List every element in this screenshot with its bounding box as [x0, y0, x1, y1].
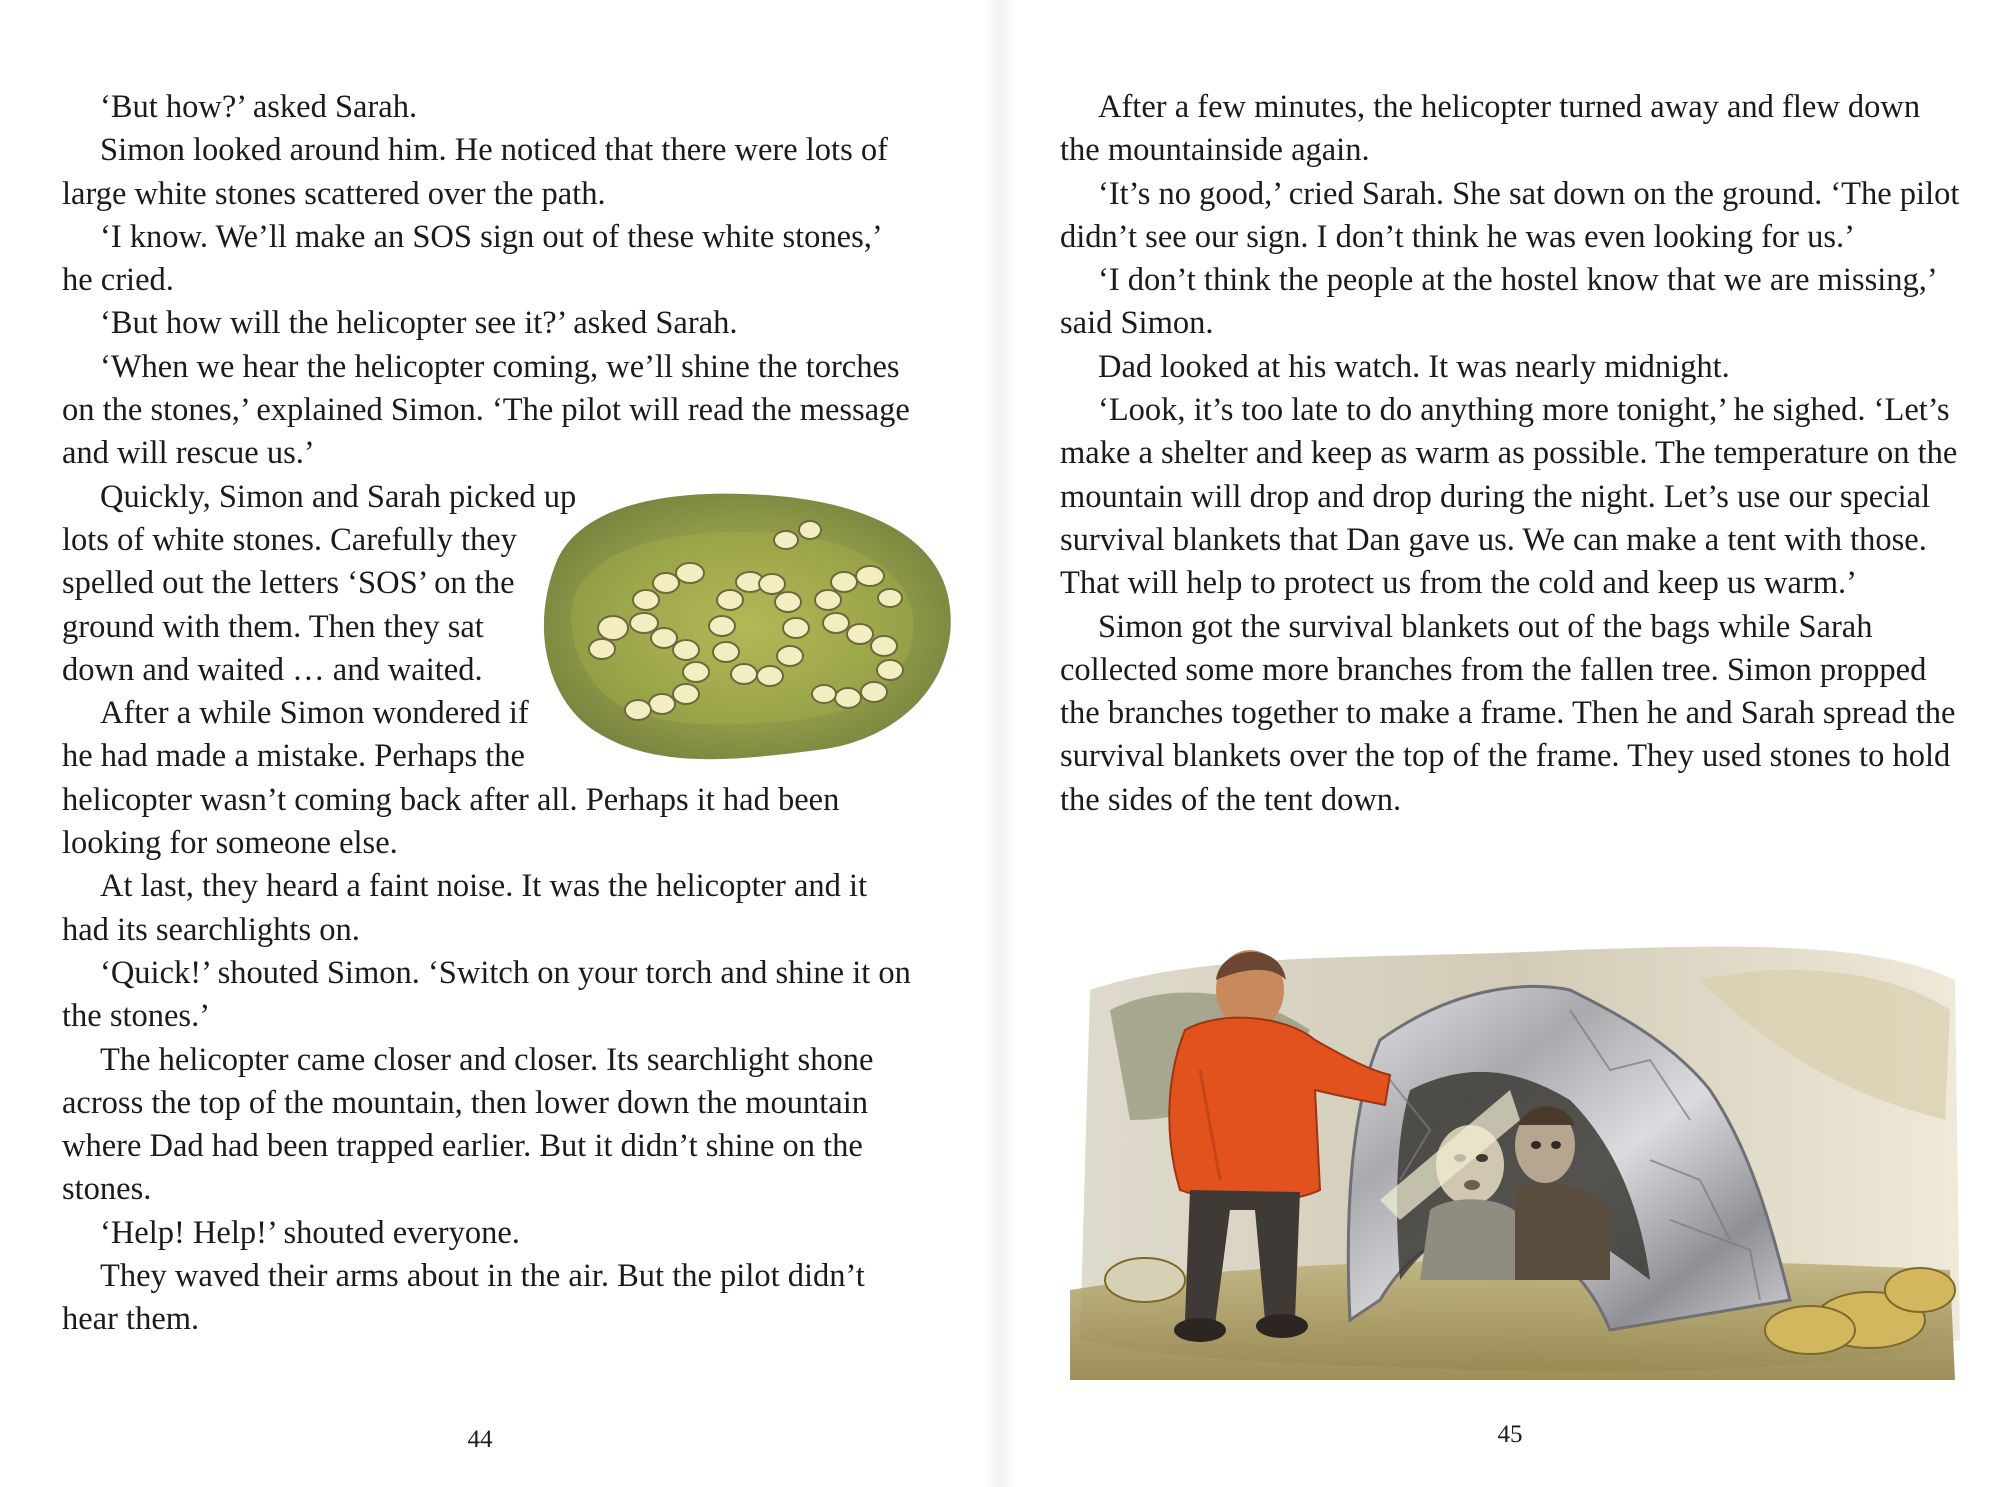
paragraph: ‘Quick!’ shouted Simon. ‘Switch on your torch and shine it on the stones.’: [62, 954, 911, 1035]
left-page-text: [62, 86, 912, 1342]
paragraph: The helicopter came closer and closer. Its searchlight shone across the top of the mountain, then lower down the mountain where Dad had been trapped earlier. But it didn’t shine on the stones.: [62, 1041, 874, 1208]
paragraph: ‘Look, it’s too late to do anything more tonight,’ he sighed. ‘Let’s make a shelter and keep as warm as possible. The temperature on the mountain will drop and drop during the night. Let’s use our special survival blankets that Dan gave us. We can make a tent with those. That will help to protect us from the cold and keep us warm.’: [1060, 392, 1958, 602]
paragraph: ‘When we hear the helicopter coming, we’ll shine the torches on the stones,’ explained Simon. ‘The pilot will read the message and will rescue us.’: [62, 348, 910, 472]
paragraph: ‘But how will the helicopter see it?’ asked Sarah.: [100, 305, 738, 342]
page-number: 45: [1497, 1421, 1523, 1448]
sos-stones-illustration: [518, 478, 958, 770]
paragraph: Quickly, Simon and Sarah picked up lots of white stones. Carefully they spelled out the letters ‘SOS’ on the ground with them. Then they sat down and waited … and waited.: [62, 478, 577, 688]
paragraph: Dad looked at his watch. It was nearly midnight.: [1098, 348, 1730, 385]
paragraph: Simon looked around him. He noticed that there were lots of large white stones scattered over the path.: [62, 132, 888, 212]
paragraph: ‘It’s no good,’ cried Sarah. She sat down on the ground. ‘The pilot didn’t see our sign. I don’t think he was even looking for us.’: [1060, 175, 1960, 255]
paragraph: ‘I don’t think the people at the hostel know that we are missing,’ said Simon.: [1060, 262, 1936, 342]
right-page-text: [1060, 86, 1960, 822]
paragraph: At last, they heard a faint noise. It was the helicopter and it had its searchlights on.: [62, 868, 868, 948]
paragraph: They waved their arms about in the air. But the pilot didn’t hear them.: [62, 1258, 865, 1338]
foil-tent-illustration: [1050, 920, 1970, 1390]
paragraph: ‘But how?’ asked Sarah.: [100, 89, 418, 125]
right-page: [1000, 0, 2000, 1487]
paragraph: Simon got the survival blankets out of the bags while Sarah collected some more branches from the fallen tree. Simon propped the branches together to make a frame. Then he and Sarah spread the survival blankets over the top of the frame. They used stones to hold the sides of the tent down.: [1060, 608, 1956, 818]
paragraph: ‘I know. We’ll make an SOS sign out of these white stones,’ he cried.: [62, 218, 881, 299]
page-number: 44: [467, 1426, 493, 1453]
paragraph: After a few minutes, the helicopter turned away and flew down the mountainside again.: [1060, 89, 1921, 169]
paragraph: After a while Simon wondered if he had made a mistake. Perhaps the helicopter wasn’t coming back after all. Perhaps it had been looking for someone else.: [62, 695, 840, 862]
paragraph: ‘Help! Help!’ shouted everyone.: [100, 1214, 520, 1251]
